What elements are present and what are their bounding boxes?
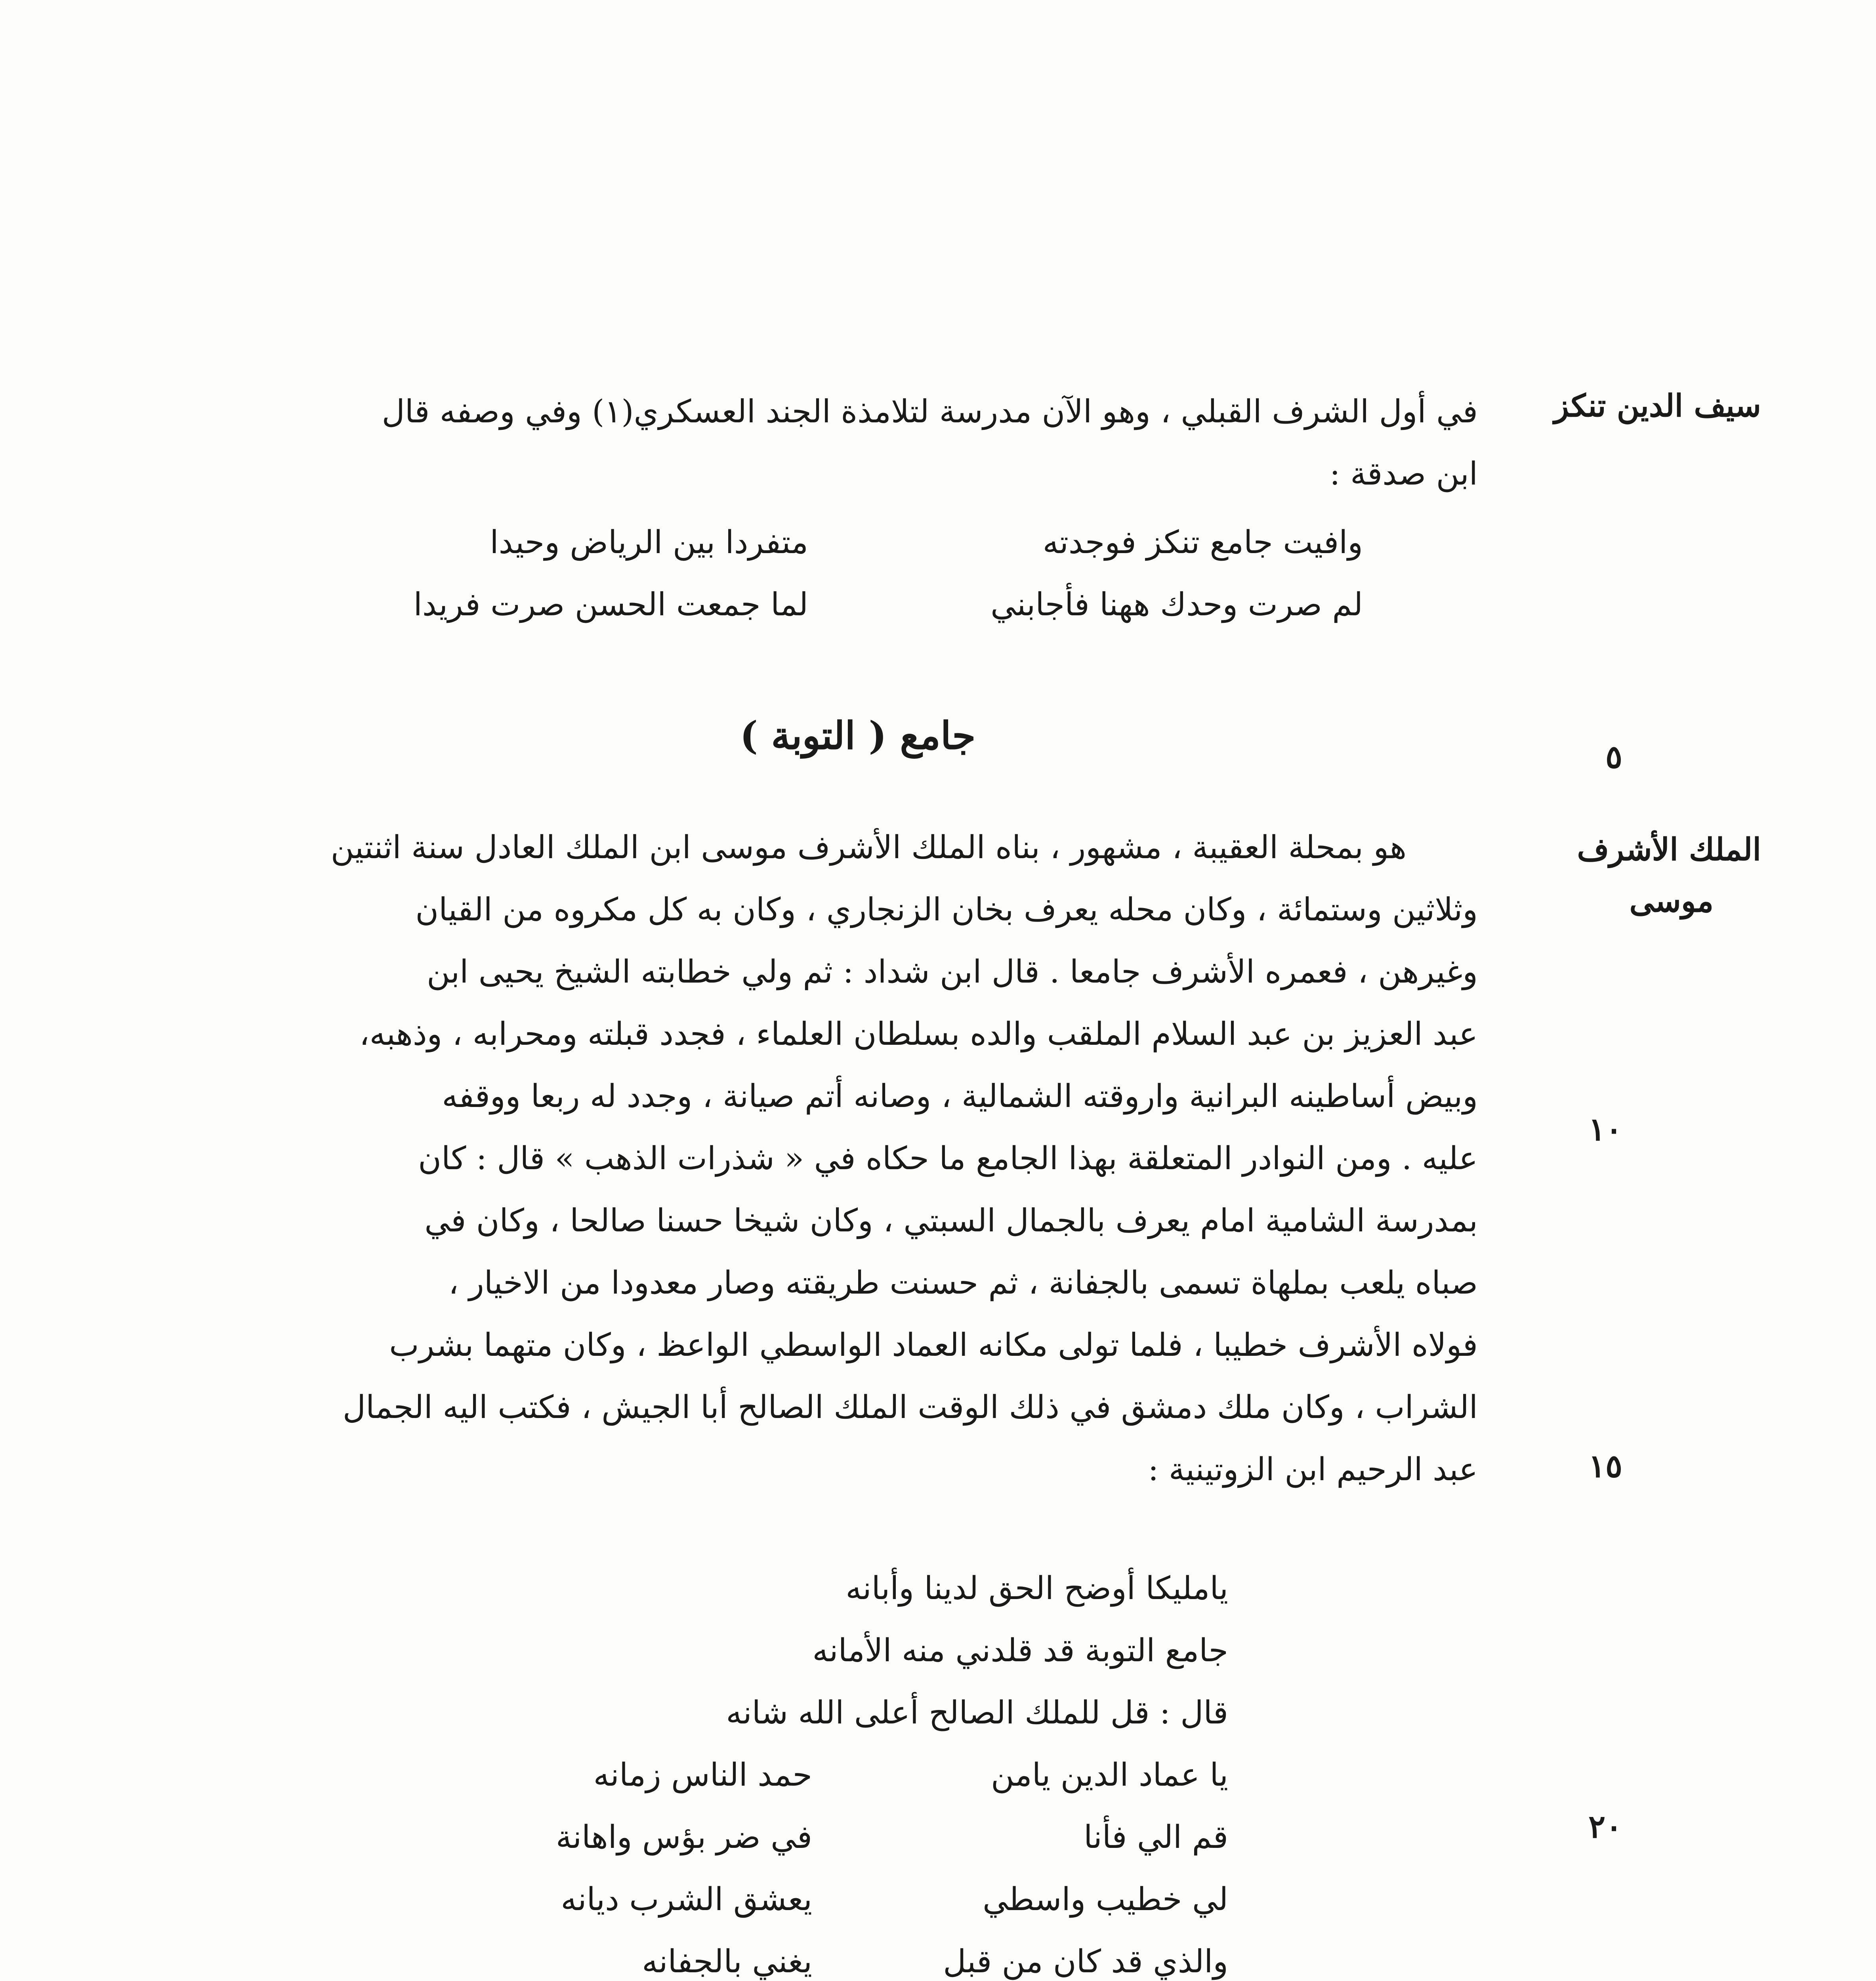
intro-line: في أول الشرف القبلي ، وهو الآن مدرسة لتلامذة الجند العسكري(١) وفي وصفه قال bbox=[382, 393, 1478, 430]
verse-hemistich-right: قم الي فأنا bbox=[1084, 1819, 1228, 1855]
line-number-20: ٢٠ bbox=[1588, 1808, 1622, 1845]
line-number-5: ٥ bbox=[1605, 738, 1622, 775]
line-number-10: ١٠ bbox=[1588, 1111, 1622, 1148]
body-line: الشراب ، وكان ملك دمشق في ذلك الوقت الملك الصالح أبا الجيش ، فكتب اليه الجمال bbox=[342, 1389, 1478, 1426]
intro-paragraph bbox=[238, 380, 1478, 505]
verse-hemistich-right: والذي قد كان من قبل bbox=[943, 1943, 1228, 1980]
verse-row bbox=[495, 1557, 1228, 1619]
body-line: وغيرهن ، فعمره الأشرف جامعا . قال ابن شداد : ثم ولي خطابته الشيخ يحيى ابن bbox=[426, 953, 1478, 990]
verse-ibn-al-zawtiniyya bbox=[495, 1557, 1228, 1981]
line-number-15: ١٥ bbox=[1588, 1447, 1622, 1485]
verse-hemistich-left: في ضر بؤس واهانة bbox=[555, 1819, 812, 1855]
verse-row bbox=[372, 573, 1363, 636]
verse-row bbox=[372, 511, 1363, 573]
verse-ibn-sadaqa bbox=[372, 511, 1363, 636]
verse-hemistich-right: يا عماد الدين يامن bbox=[990, 1756, 1228, 1793]
margin-note-sayf-al-din: سيف الدين تنكز bbox=[1554, 388, 1761, 424]
verse-row bbox=[495, 1930, 1228, 1981]
verse-hemistich-right: يامليكا أوضح الحق لدينا وأبانه bbox=[845, 1570, 1228, 1607]
body-line: عليه . ومن النوادر المتعلقة بهذا الجامع ما حكاه في « شذرات الذهب » قال : كان bbox=[418, 1140, 1478, 1177]
verse-hemistich-right: وافيت جامع تنكز فوجدته bbox=[1042, 524, 1363, 561]
section-heading: جامع ( التوبة ) bbox=[740, 713, 976, 758]
verse-hemistich-right: لي خطيب واسطي bbox=[983, 1881, 1228, 1918]
body-line: فولاه الأشرف خطيبا ، فلما تولى مكانه العماد الواسطي الواعظ ، وكان متهما بشرب bbox=[389, 1326, 1478, 1363]
verse-row bbox=[495, 1868, 1228, 1930]
verse-hemistich-left: يعشق الشرب ديانه bbox=[561, 1881, 812, 1918]
body-line: بمدرسة الشامية امام يعرف بالجمال السبتي ، وكان شيخا حسنا صالحا ، وكان في bbox=[424, 1202, 1478, 1239]
verse-row bbox=[495, 1744, 1228, 1806]
verse-row bbox=[495, 1806, 1228, 1868]
margin-note-al-ashraf bbox=[1539, 824, 1761, 927]
body-line: صباه يلعب بملهاة تسمى بالجفانة ، ثم حسنت طريقته وصار معدودا من الاخيار ، bbox=[448, 1264, 1478, 1301]
margin-note-al-ashraf-line2: موسى bbox=[1629, 883, 1714, 919]
intro-line: ابن صدقة : bbox=[1329, 455, 1478, 492]
verse-hemistich-left: يغني بالجفانه bbox=[642, 1943, 812, 1980]
verse-hemistich-left: لما جمعت الحسن صرت فريدا bbox=[413, 586, 808, 623]
body-line: هو بمحلة العقيبة ، مشهور ، بناه الملك الأشرف موسى ابن الملك العادل سنة اثنتين bbox=[330, 829, 1407, 866]
body-line: وبيض أساطينه البرانية واروقته الشمالية ، وصانه أتم صيانة ، وجدد له ربعا ووقفه bbox=[442, 1078, 1478, 1115]
body-line: وثلاثين وستمائة ، وكان محله يعرف بخان الزنجاري ، وكان به كل مكروه من القيان bbox=[415, 891, 1478, 928]
verse-hemistich-left: حمد الناس زمانه bbox=[593, 1756, 812, 1793]
body-line: عبد العزيز بن عبد السلام الملقب والده بسلطان العلماء ، فجدد قبلته ومحرابه ، وذهبه، bbox=[359, 1015, 1478, 1052]
verse-row bbox=[495, 1681, 1228, 1744]
verse-hemistich-right: قال : قل للملك الصالح أعلى الله شانه bbox=[726, 1694, 1228, 1731]
verse-hemistich-left: متفردا بين الرياض وحيدا bbox=[490, 524, 808, 561]
verse-hemistich-right: جامع التوبة قد قلدني منه الأمانه bbox=[812, 1632, 1228, 1669]
verse-hemistich-right: لم صرت وحدك ههنا فأجابني bbox=[990, 586, 1363, 623]
verse-row bbox=[495, 1619, 1228, 1681]
margin-note-al-ashraf-line1: الملك الأشرف bbox=[1577, 832, 1761, 868]
body-line: عبد الرحيم ابن الزوتينية : bbox=[1148, 1451, 1478, 1488]
body-paragraph bbox=[238, 816, 1478, 1500]
